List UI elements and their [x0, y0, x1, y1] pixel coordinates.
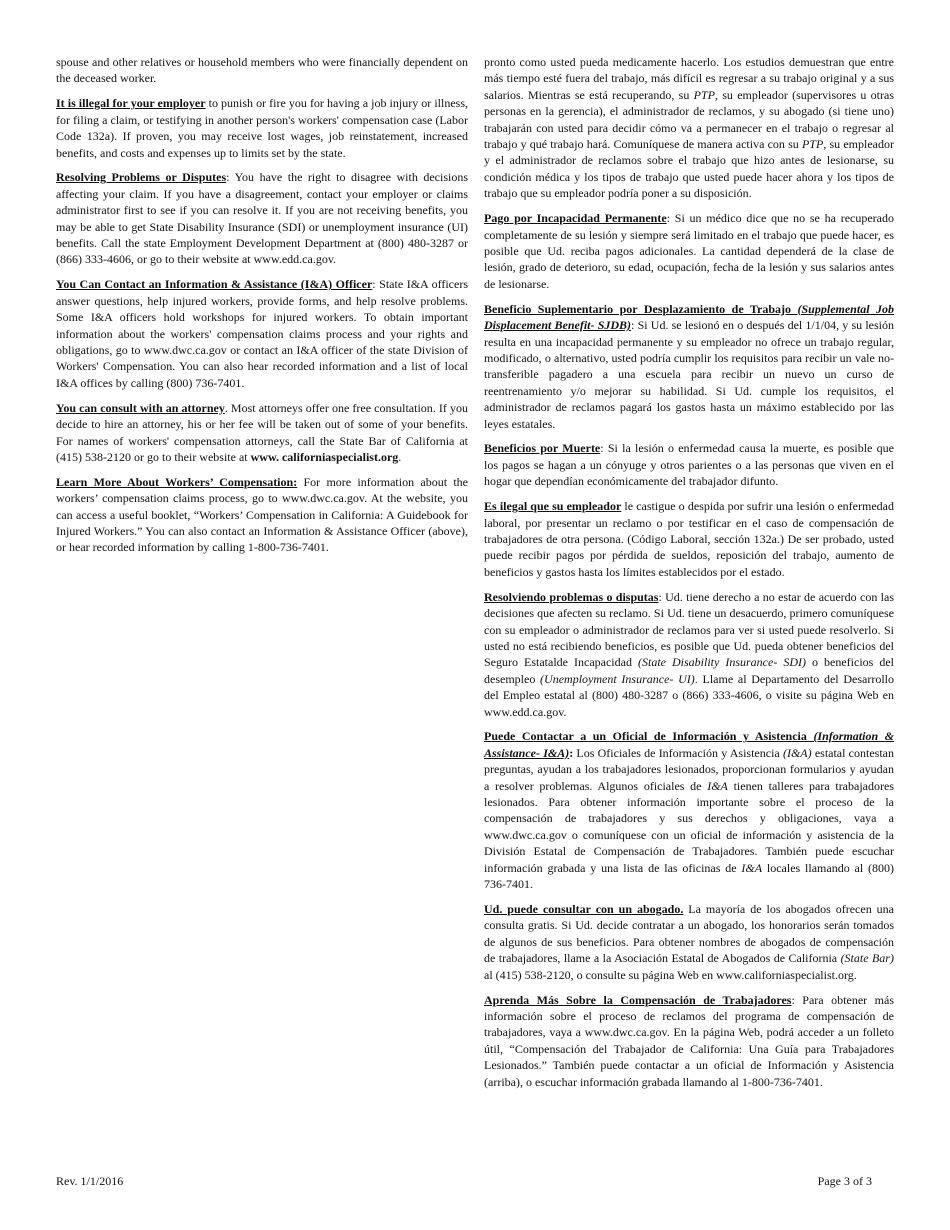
heading-attorney-es: Ud. puede consultar con un abogado.	[484, 902, 684, 916]
attorney-website: www. californiaspecialist.org	[250, 449, 399, 464]
heading-illegal-employer: It is illegal for your employer	[56, 96, 206, 111]
heading-resolving-disputes: Resolving Problems or Disputes	[56, 170, 227, 185]
left-column-english	[56, 54, 468, 564]
heading-attorney: You can consult with an attorney	[56, 400, 225, 415]
heading-sjdb: Beneficio Suplementario por Desplazamiento de Trabajo	[484, 301, 798, 316]
paragraph-permanent-disability: Pago por Incapacidad Permanente: Si un médico dice que no se ha recuperado completamente de su lesión y siempre será limitado en el trabajo que puede hacer, es posible que Ud. reciba pagos adicionales. La cantidad dependerá de la clase de lesión, grado de deterioro, su edad, ocupación, fecha de la lesión y sus salarios antes de lesionarse.	[484, 211, 894, 291]
paragraph-learn-more-es: Aprenda Más Sobre la Compensación de Trabajadores: Para obtener más información sobre el proceso de reclamos del programa de compensación de trabajadores, vaya a www.dwc.ca.gov. En la página Web, podrá acceder a un folleto útil, “Compensación del Trabajador de California: Una Guía para Trabajadores Lesionados.” También puede contactar a un oficial de Información y Asistencia (arriba), o escuchar información grabada llamando al 1-800-736-7401.	[484, 992, 894, 1089]
paragraph-illegal-employer: It is illegal for your employer to punish or fire you for having a job injury or illness, for filing a claim, or testifying in another person's workers' compensation case (Labor Code 132a). If proven, you may receive lost wages, job reinstatement, increased benefits, and costs and expenses up to limits set by the state.	[56, 96, 468, 160]
paragraph-attorney-es: Ud. puede consultar con un abogado. La mayoría de los abogados ofrecen una consulta gratis. Si Ud. decide contratar a un abogado, los honorarios serán tomados de algunos de sus beneficios. Para obtener nombres de abogados de compensación de trabajadores, llame a la Asociación Estatal de Abogados de California (State Bar) al (415) 538-2120, o consulte su página Web en www.californiaspecialist.org.	[484, 902, 895, 982]
footer-revision: Rev. 1/1/2016	[56, 1174, 124, 1188]
paragraph-resolving-disputes: Resolving Problems or Disputes: You have the right to disagree with decisions affecting your claim. If you have a disagreement, contact your employer or claims administrator first to see if you can resolve it. If you are not receiving benefits, you may be able to get State Disability Insurance (SDI) or unemployment insurance (UI) benefits. Call the state Employment Development Department at (800) 480-3287 or (866) 333-4606, or go to their website at www.edd.ca.gov.	[56, 170, 469, 267]
heading-learn-more: Learn More About Workers’ Compensation:	[56, 474, 298, 489]
heading-illegal-employer-es: Es ilegal que su empleador	[484, 499, 622, 514]
right-column-spanish	[484, 54, 894, 1098]
paragraph-attorney: You can consult with an attorney. Most attorneys offer one free consultation. If you decide to hire an attorney, his or her fee will be taken out of some of your benefits. For names of workers' compensation attorneys, call the State Bar of California at (415) 538-2120 or go to their website at www. californiaspecialist.org.	[56, 400, 468, 464]
paragraph-ia-officer-es: Puede Contactar a un Oficial de Información y Asistencia (Information & Assistance- I&A): Los Oficiales de Información y Asistencia (I&A) estatal contestan preguntas, ayudan a los trabajadores lesionados, proporcionan formularios y ayudan a resolver problemas. Algunos oficiales de I&A tienen talleres para trabajadores lesionados. Para obtener información importante sobre el proceso de la compensación de trabajadores y sus derechos y obligaciones, vaya a www.dwc.ca.gov o comuníquese con un oficial de información y asistencia de la División Estatal de Compensación de Trabajadores. También puede escuchar información grabada y una lista de las oficinas de I&A locales llamando al (800) 736-7401.	[484, 729, 895, 892]
paragraph-sjdb: Beneficio Suplementario por Desplazamiento de Trabajo (Supplemental Job Displacement Benefit- SJDB): Si Ud. se lesionó en o después del 1/1/04, y su lesión resulta en una incapacidad permanente y su empleador no ofrece un trabajo regular, modificado, o alternativo, usted podría cumplir los requisitos para recibir un vale no-transferible pagadero a una escuela para recibir un nuevo un curso de reentrenamiento y/o mejorar su habilidad. Si Ud. cumple los requisitos, el administrador de reclamos pagará los gastos hasta un máximo establecido por las leyes estatales.	[484, 301, 894, 431]
paragraph-learn-more: Learn More About Workers’ Compensation: For more information about the workers’ compensation claims process, go to www.dwc.ca.gov. At the website, you can access a useful booklet, “Workers’ Compensation in California: A Guidebook for Injured Workers.” You can also contact an Information & Assistance Officer (above), or hear recorded information by calling 1-800-736-7401.	[56, 474, 468, 555]
paragraph-death-benefits: Beneficios por Muerte: Si la lesión o enfermedad causa la muerte, es posible que los pagos se hagan a un cónyuge y otros parientes o a las personas que viven en el hogar que dependían económicamente del trabajador difunto.	[484, 441, 894, 489]
heading-permanent-disability: Pago por Incapacidad Permanente	[484, 211, 667, 226]
heading-ia-officer-english: (Information & Assistance- I&A)	[484, 729, 895, 760]
heading-learn-more-es: Aprenda Más Sobre la Compensación de Trabajadores	[484, 992, 792, 1007]
paragraph-illegal-employer-es: Es ilegal que su empleador le castigue o despida por sufrir una lesión o enfermedad laboral, por presentar un reclamo o por testificar en el caso de compensación de trabajadores de otra persona. (Código Laboral, sección 132a.) De ser probado, usted puede recibir pagos por pérdida de sueldos, reposición del trabajo, aumento de beneficios y gastos hasta los límites establecidos por el estado.	[484, 499, 894, 579]
paragraph-return-to-work-continued: pronto como usted pueda medicamente hacerlo. Los estudios demuestran que entre más tiempo esté fuera del trabajo, más difícil es regresar a su trabajo original y a sus salarios. Mientras se está recuperando, su PTP, su empleador (supervisores u otras personas en la gerencia), el administrador de reclamos, y su abogado (si tiene uno) trabajarán con usted para decidir cómo va a permanecer en el trabajo o regresar al trabajo y qué trabajo hará. Comuníquese de manera activa con su PTP, su empleador y el administrador de reclamos sobre el trabajo que hizo antes de lesionarse, su condición médica y los tipos de trabajo que usted puede hacer ahora y los tipos de trabajo que su empleador podría poner a su disposición.	[484, 55, 895, 201]
paragraph-ia-officer: You Can Contact an Information & Assistance (I&A) Officer: State I&A officers answer questions, help injured workers, provide forms, and help resolve problems. Some I&A officers hold workshops for injured workers. To obtain important information about the workers' compensation claims process and your rights and obligations, go to www.dwc.ca.gov or contact an I&A officer of the state Division of Workers' Compensation. You can also hear recorded information and a list of local I&A offices by calling (800) 736-7401.	[56, 277, 469, 390]
heading-ia-officer: You Can Contact an Information & Assistance (I&A) Officer	[56, 277, 373, 292]
heading-ia-officer-es: Puede Contactar a un Oficial de Información y Asistencia	[484, 729, 814, 744]
paragraph-resolving-disputes-es: Resolviendo problemas o disputas: Ud. tiene derecho a no estar de acuerdo con las decisiones que afecten su reclamo. Si Ud. tiene un desacuerdo, primero comuníquese con su empleador o administrador de reclamos para ver si usted puede resolverlo. Si usted no está recibiendo beneficios, es posible que Ud. pueda obtener beneficios del Seguro Estatalde Incapacidad (State Disability Insurance- SDI) o beneficios del desempleo (Unemployment Insurance- UI). Llame al Departamento del Desarrollo del Empleo estatal al (800) 480-3287 o (866) 333-4606, o visite su página Web en www.edd.ca.gov.	[484, 589, 895, 719]
heading-sjdb-english: (Supplemental Job Displacement Benefit- SJDB)	[484, 301, 894, 333]
footer-page-number: Page 3 of 3	[817, 1174, 872, 1188]
paragraph-death-benefits-continued: spouse and other relatives or household members who were financially dependent on the deceased worker.	[56, 55, 468, 86]
heading-death-benefits: Beneficios por Muerte	[484, 441, 601, 456]
heading-resolving-disputes-es: Resolviendo problemas o disputas	[484, 589, 659, 604]
